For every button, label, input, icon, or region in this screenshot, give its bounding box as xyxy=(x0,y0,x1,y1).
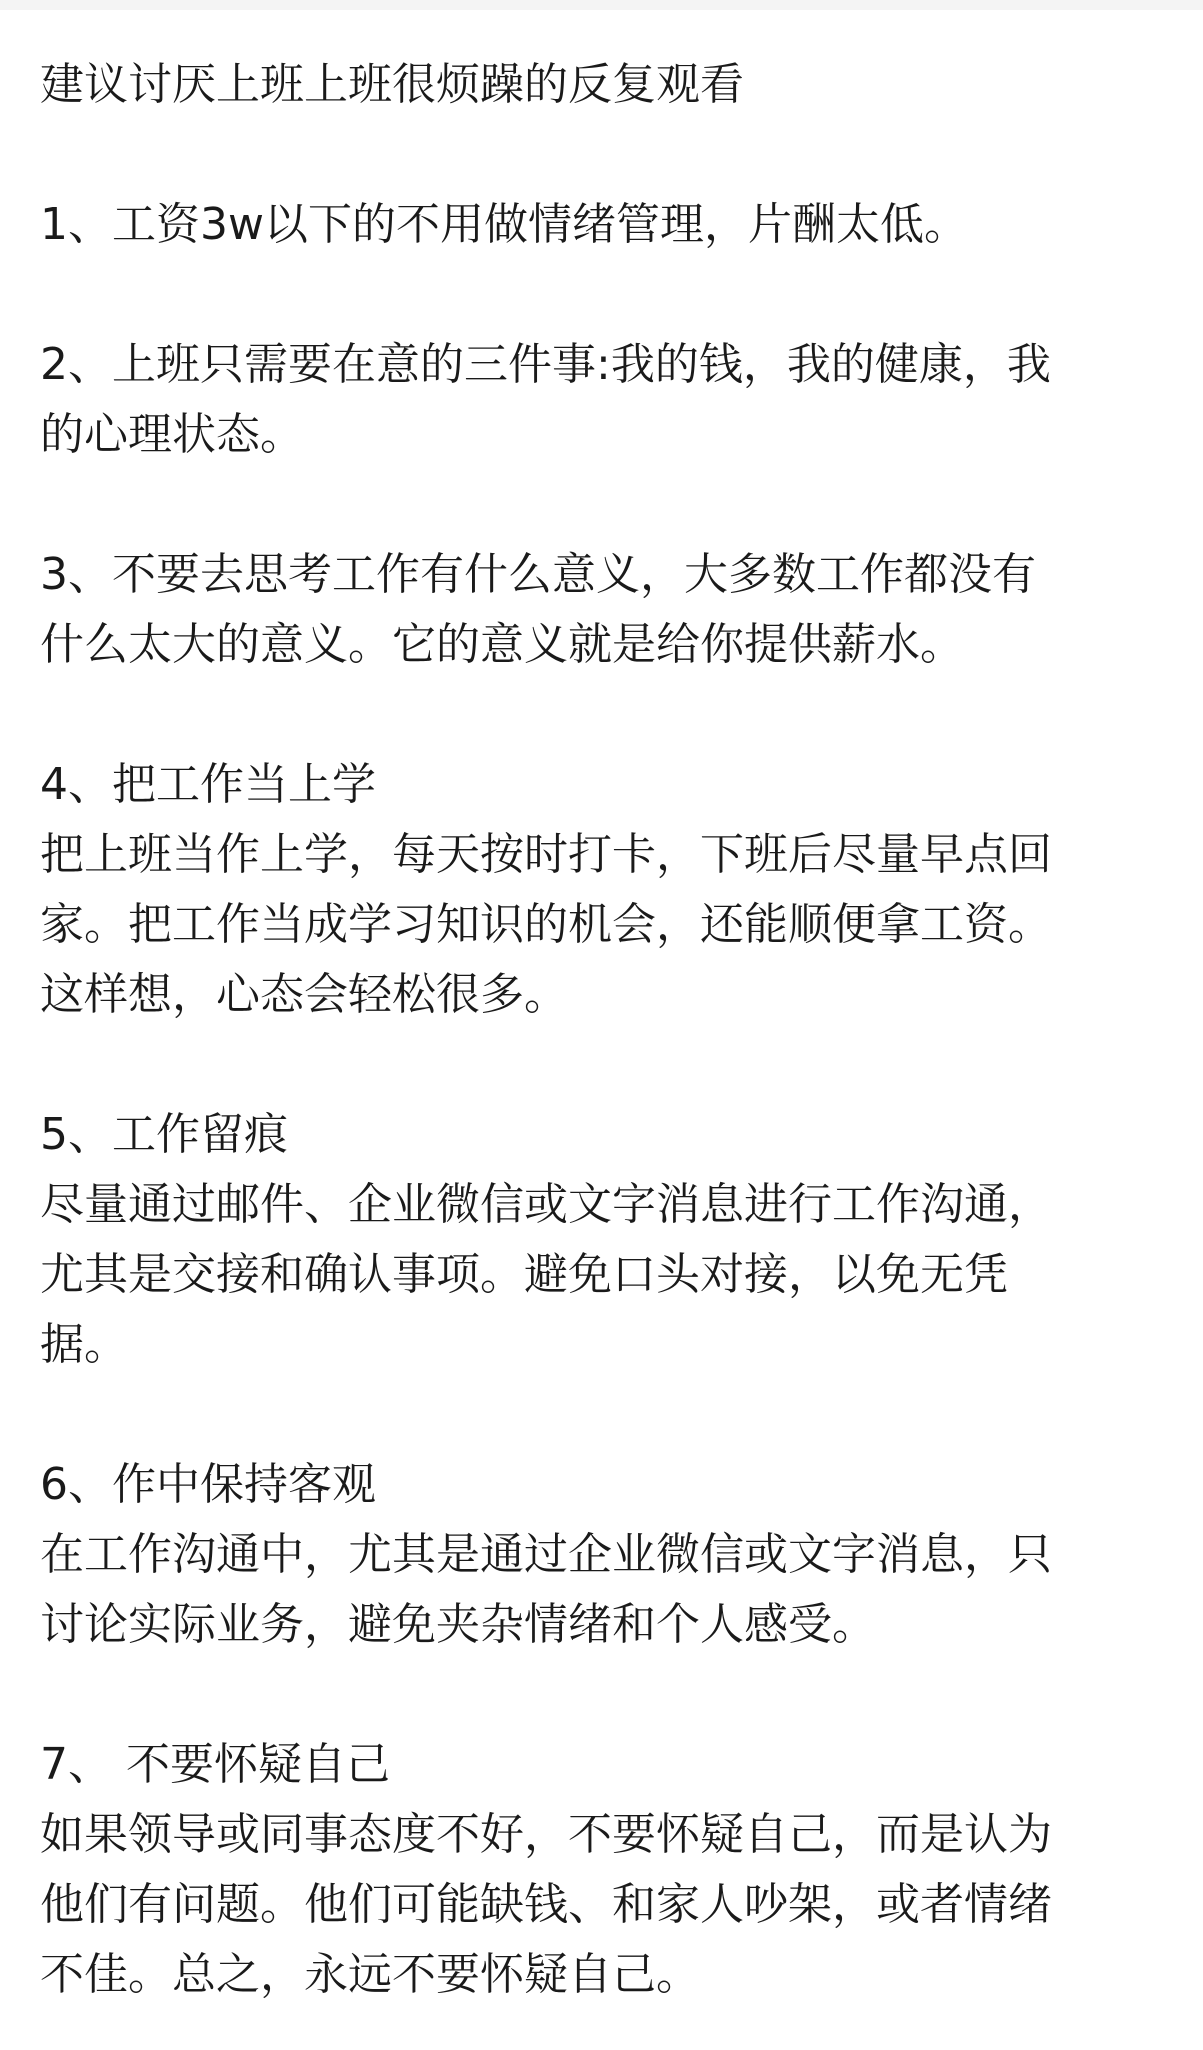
tip-2-line-1: 2、上班只需要在意的三件事:我的钱，我的健康，我 xyxy=(40,339,1051,390)
spacer xyxy=(40,1030,1163,1100)
tip-4-line-3: 这样想，心态会轻松很多。 xyxy=(40,969,568,1020)
spacer xyxy=(40,680,1163,750)
tip-6-line-1: 在工作沟通中，尤其是通过企业微信或文字消息，只 xyxy=(40,1529,1052,1580)
tip-4-line-1: 把上班当作上学，每天按时打卡，下班后尽量早点回 xyxy=(40,829,1052,880)
tip-3-line-1: 3、不要去思考工作有什么意义，大多数工作都没有 xyxy=(40,549,1036,600)
tip-2-line-2: 的心理状态。 xyxy=(40,409,304,460)
tip-7-heading: 7、 不要怀疑自己 xyxy=(40,1739,390,1790)
tip-6-line-2: 讨论实际业务，避免夹杂情绪和个人感受。 xyxy=(40,1599,876,1650)
tip-5-line-2: 尤其是交接和确认事项。避免口头对接，以免无凭 xyxy=(40,1249,1008,1300)
tip-7-line-2: 他们有问题。他们可能缺钱、和家人吵架，或者情绪 xyxy=(40,1879,1052,1930)
tip-item-6 xyxy=(40,1450,1163,1660)
tip-3-line-2: 什么太大的意义。它的意义就是给你提供薪水。 xyxy=(40,619,964,670)
tip-4-heading: 4、把工作当上学 xyxy=(40,759,376,810)
tip-7-line-1: 如果领导或同事态度不好，不要怀疑自己，而是认为 xyxy=(40,1809,1052,1860)
tip-5-line-1: 尽量通过邮件、企业微信或文字消息进行工作沟通， xyxy=(40,1179,1052,1230)
tip-item-3 xyxy=(40,540,1163,680)
spacer xyxy=(40,260,1163,330)
spacer xyxy=(40,1660,1163,1730)
post-title: 建议讨厌上班上班很烦躁的反复观看 xyxy=(40,59,744,110)
tip-item-5 xyxy=(40,1100,1163,1380)
spacer xyxy=(40,470,1163,540)
tip-item-7 xyxy=(40,1730,1163,2010)
tip-5-heading: 5、工作留痕 xyxy=(40,1109,288,1160)
tip-1-line-1: 1、工资3w以下的不用做情绪管理，片酬太低。 xyxy=(40,199,968,250)
tip-5-line-3: 据。 xyxy=(40,1319,128,1370)
spacer xyxy=(40,120,1163,190)
spacer xyxy=(40,1380,1163,1450)
tip-item-4 xyxy=(40,750,1163,1030)
tip-6-heading: 6、作中保持客观 xyxy=(40,1459,376,1510)
tip-7-line-3: 不佳。总之，永远不要怀疑自己。 xyxy=(40,1949,700,2000)
tip-item-1 xyxy=(40,190,1163,260)
tip-4-line-2: 家。把工作当成学习知识的机会，还能顺便拿工资。 xyxy=(40,899,1052,950)
tip-item-2 xyxy=(40,330,1163,470)
